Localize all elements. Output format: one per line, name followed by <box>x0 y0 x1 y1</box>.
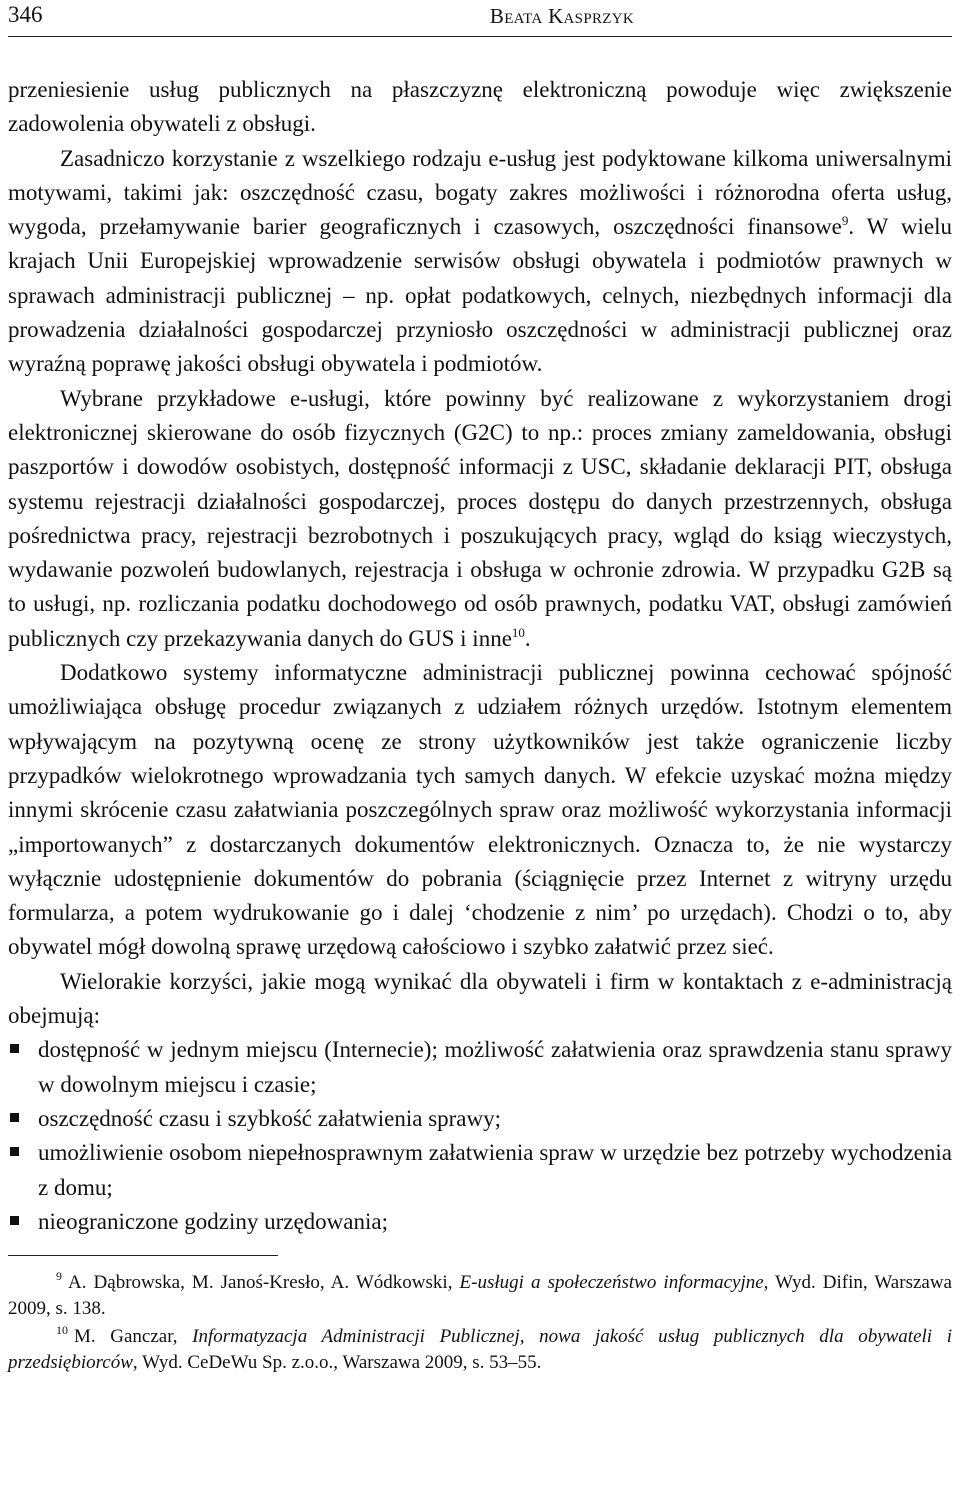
body-text <box>8 73 952 1239</box>
list-item: umożliwienie osobom niepełnosprawnym załatwienia spraw w urzędzie bez potrzeby wychodzenia z domu; <box>8 1136 952 1205</box>
running-head-author: Beata Kasprzyk <box>489 4 634 28</box>
footnote-ref-9[interactable]: 9 <box>841 213 849 229</box>
square-bullet-icon <box>10 1147 19 1156</box>
page-number: 346 <box>8 2 43 27</box>
list-item: oszczędność czasu i szybkość załatwienia sprawy; <box>8 1102 952 1136</box>
paragraph-5: Wielorakie korzyści, jakie mogą wynikać dla obywateli i firm w kontaktach z e-administracją obejmują: <box>8 968 952 1029</box>
paragraph-4: Dodatkowo systemy informatyczne administracji publicznej powinna cechować spójność umożliwiająca obsługę procedur związanych z udziałem różnych urzędów. Istotnym elementem wpływającym na pozytywną ocenę ze strony użytkowników jest także ograniczenie liczby przypadków wielokrotnego wprowadzania tych samych danych. W efekcie uzyskać można między innymi skrócenie czasu załatwiania poszczególnych spraw oraz możliwość wykorzystania informacji „importowanych” z dostarczanych dokumentów elektronicznych. Oznacza to, że nie wystarczy wyłącznie udostępnienie dokumentów do pobrania (ściągnięcie przez Internet z witryny urzędu formularza, a potem wydrukowanie go i dalej ‘chodzenie z nim’ po urzędach). Chodzi o to, aby obywatel mógł dowolną sprawę urzędową całościowo i szybko załatwić przez sieć. <box>8 660 952 960</box>
square-bullet-icon <box>10 1113 19 1122</box>
benefits-list <box>8 1033 952 1239</box>
footnote-divider <box>8 1255 278 1256</box>
footnote-9: $^9$ A. Dąbrowska, M. Janoś-Kresło, A. Wódkowski, E-usługi a społeczeństwo informacyjne, Wyd. Difin, Warszawa 2009, s. 138. <box>8 1269 952 1320</box>
square-bullet-icon <box>10 1044 19 1053</box>
paragraph-1: przeniesienie usług publicznych na płaszczyznę elektroniczną powoduje więc zwiększenie zadowolenia obywateli z obsługi. <box>8 77 952 137</box>
paragraph-2: Zasadniczo korzystanie z wszelkiego rodzaju e-usług jest podyktowane kilkoma uniwersalnymi motywami, takimi jak: oszczędność czasu, bogaty zakres możliwości i różnorodna oferta usług, wygoda, przełamywanie barier geograficznych i czasowych, oszczędności finansowe$^9$. W wielu krajach Unii Europejskiej wprowadzenie serwisów obsługi obywatela i podmiotów prawnych w sprawach administracji publicznej – np. opłat podatkowych, celnych, niezbędnych informacji dla prowadzenia działalności gospodarczej przyniosło oszczędności w administracji publicznej oraz wyraźną poprawę jakości obsługi obywatela i podmiotów. <box>8 145 952 377</box>
paragraph-3: Wybrane przykładowe e-usługi, które powinny być realizowane z wykorzystaniem drogi elektronicznej skierowane do osób fizycznych (G2C) to np.: proces zmiany zameldowania, obsługi paszportów i dowodów osobistych, dostępność informacji z USC, składanie deklaracji PIT, obsługa systemu rejestracji działalności gospodarczej, proces dostępu do danych przestrzennych, obsługa pośrednictwa pracy, rejestracji bezrobotnych i poszukujących pracy, wgląd do ksiąg wieczystych, wydawanie pozwoleń budowlanych, rejestracja i obsługa w ochronie zdrowia. W przypadku G2B są to usługi, np. rozliczania podatku dochodowego od osób prawnych, podatku VAT, obsługi zamówień publicznych czy przekazywania danych do GUS i inne$^{10}$. <box>8 385 952 651</box>
square-bullet-icon <box>10 1216 19 1225</box>
running-head <box>8 0 952 37</box>
footnote-ref-10[interactable]: 10 <box>511 624 525 640</box>
book-page <box>8 0 952 1378</box>
footnotes <box>8 1270 952 1376</box>
list-item: nieograniczone godziny urzędowania; <box>8 1205 952 1239</box>
list-item: dostępność w jednym miejscu (Internecie); możliwość załatwienia oraz sprawdzenia stanu sprawy w dowolnym miejscu i czasie; <box>8 1033 952 1102</box>
footnote-10: $^{10}$ M. Ganczar, Informatyzacja Administracji Publicznej, nowa jakość usług publicznych dla obywateli i przedsiębiorców, Wyd. CeDeWu Sp. z.o.o., Warszawa 2009, s. 53–55. <box>8 1323 952 1374</box>
